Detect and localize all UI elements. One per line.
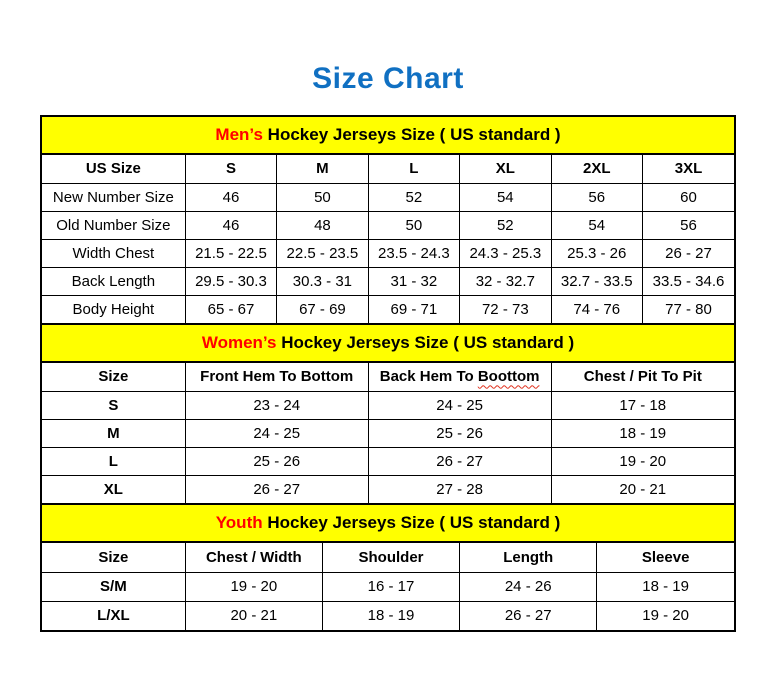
value-cell: 16 - 17 [322,572,459,601]
value-cell: 25.3 - 26 [551,239,642,267]
value-cell: 26 - 27 [368,447,551,475]
value-cell: 20 - 21 [551,475,734,503]
value-cell: 77 - 80 [643,295,735,323]
youth-band-text: Hockey Jerseys Size ( US standard ) [262,513,561,532]
value-cell: 56 [643,211,735,239]
value-cell: 25 - 26 [368,419,551,447]
row-label: Body Height [42,295,185,323]
column-header: Chest / Width [185,543,322,572]
womens-highlight-label: Women’s [201,333,277,352]
value-cell: 74 - 76 [551,295,642,323]
mens-section-band [42,117,734,155]
value-cell: 24 - 25 [185,419,368,447]
column-header: Length [460,543,597,572]
value-cell: 24.3 - 25.3 [460,239,551,267]
value-cell: 19 - 20 [597,601,734,630]
value-cell: 17 - 18 [551,391,734,419]
table-row [42,391,734,419]
value-cell: 54 [460,183,551,211]
value-cell: 32 - 32.7 [460,267,551,295]
row-label: S/M [42,572,185,601]
value-cell: 54 [551,211,642,239]
value-cell: 56 [551,183,642,211]
value-cell: 33.5 - 34.6 [643,267,735,295]
column-header: L [368,155,459,183]
youth-section-band [42,503,734,543]
column-header [368,363,551,391]
row-label: M [42,419,185,447]
size-chart-table [40,115,736,632]
value-cell: 19 - 20 [551,447,734,475]
column-header: Sleeve [597,543,734,572]
column-header: US Size [42,155,185,183]
row-label: New Number Size [42,183,185,211]
row-label: L/XL [42,601,185,630]
womens-band-text: Hockey Jerseys Size ( US standard ) [276,333,575,352]
value-cell: 23.5 - 24.3 [368,239,459,267]
row-label: XL [42,475,185,503]
value-cell: 31 - 32 [368,267,459,295]
womens-header-row [42,363,734,391]
value-cell: 18 - 19 [597,572,734,601]
womens-table [42,363,734,503]
row-label: L [42,447,185,475]
value-cell: 24 - 25 [368,391,551,419]
column-header: Front Hem To Bottom [185,363,368,391]
value-cell: 69 - 71 [368,295,459,323]
value-cell: 27 - 28 [368,475,551,503]
table-row [42,475,734,503]
row-label: S [42,391,185,419]
value-cell: 23 - 24 [185,391,368,419]
mens-highlight-label: Men’s [215,125,263,144]
table-row [42,267,734,295]
back-hem-prefix: Back Hem To [379,368,478,386]
table-row [42,419,734,447]
value-cell: 46 [185,183,276,211]
column-header: 2XL [551,155,642,183]
row-label: Back Length [42,267,185,295]
mens-header-row [42,155,734,183]
value-cell: 26 - 27 [185,475,368,503]
row-label: Width Chest [42,239,185,267]
table-row [42,183,734,211]
column-header: Shoulder [322,543,459,572]
value-cell: 52 [460,211,551,239]
column-header: Size [42,363,185,391]
youth-table [42,543,734,630]
row-label: Old Number Size [42,211,185,239]
value-cell: 67 - 69 [277,295,368,323]
column-header: Size [42,543,185,572]
value-cell: 52 [368,183,459,211]
value-cell: 72 - 73 [460,295,551,323]
value-cell: 50 [368,211,459,239]
value-cell: 29.5 - 30.3 [185,267,276,295]
value-cell: 18 - 19 [551,419,734,447]
page-title: Size Chart [312,62,464,95]
table-row [42,295,734,323]
value-cell: 22.5 - 23.5 [277,239,368,267]
misspelled-word: Boottom [477,368,540,386]
mens-band-text: Hockey Jerseys Size ( US standard ) [262,125,561,144]
value-cell: 50 [277,183,368,211]
womens-section-band [42,323,734,363]
value-cell: 46 [185,211,276,239]
value-cell: 60 [643,183,735,211]
value-cell: 30.3 - 31 [277,267,368,295]
value-cell: 24 - 26 [460,572,597,601]
value-cell: 18 - 19 [322,601,459,630]
table-row [42,239,734,267]
value-cell: 48 [277,211,368,239]
column-header: 3XL [643,155,735,183]
value-cell: 25 - 26 [185,447,368,475]
value-cell: 26 - 27 [460,601,597,630]
column-header: S [185,155,276,183]
youth-highlight-label: Youth [215,513,263,532]
column-header: M [277,155,368,183]
value-cell: 20 - 21 [185,601,322,630]
column-header: Chest / Pit To Pit [551,363,734,391]
value-cell: 21.5 - 22.5 [185,239,276,267]
table-row [42,572,734,601]
youth-header-row [42,543,734,572]
value-cell: 19 - 20 [185,572,322,601]
mens-table [42,155,734,323]
table-row [42,601,734,630]
value-cell: 32.7 - 33.5 [551,267,642,295]
table-row [42,211,734,239]
table-row [42,447,734,475]
value-cell: 26 - 27 [643,239,735,267]
value-cell: 65 - 67 [185,295,276,323]
column-header: XL [460,155,551,183]
